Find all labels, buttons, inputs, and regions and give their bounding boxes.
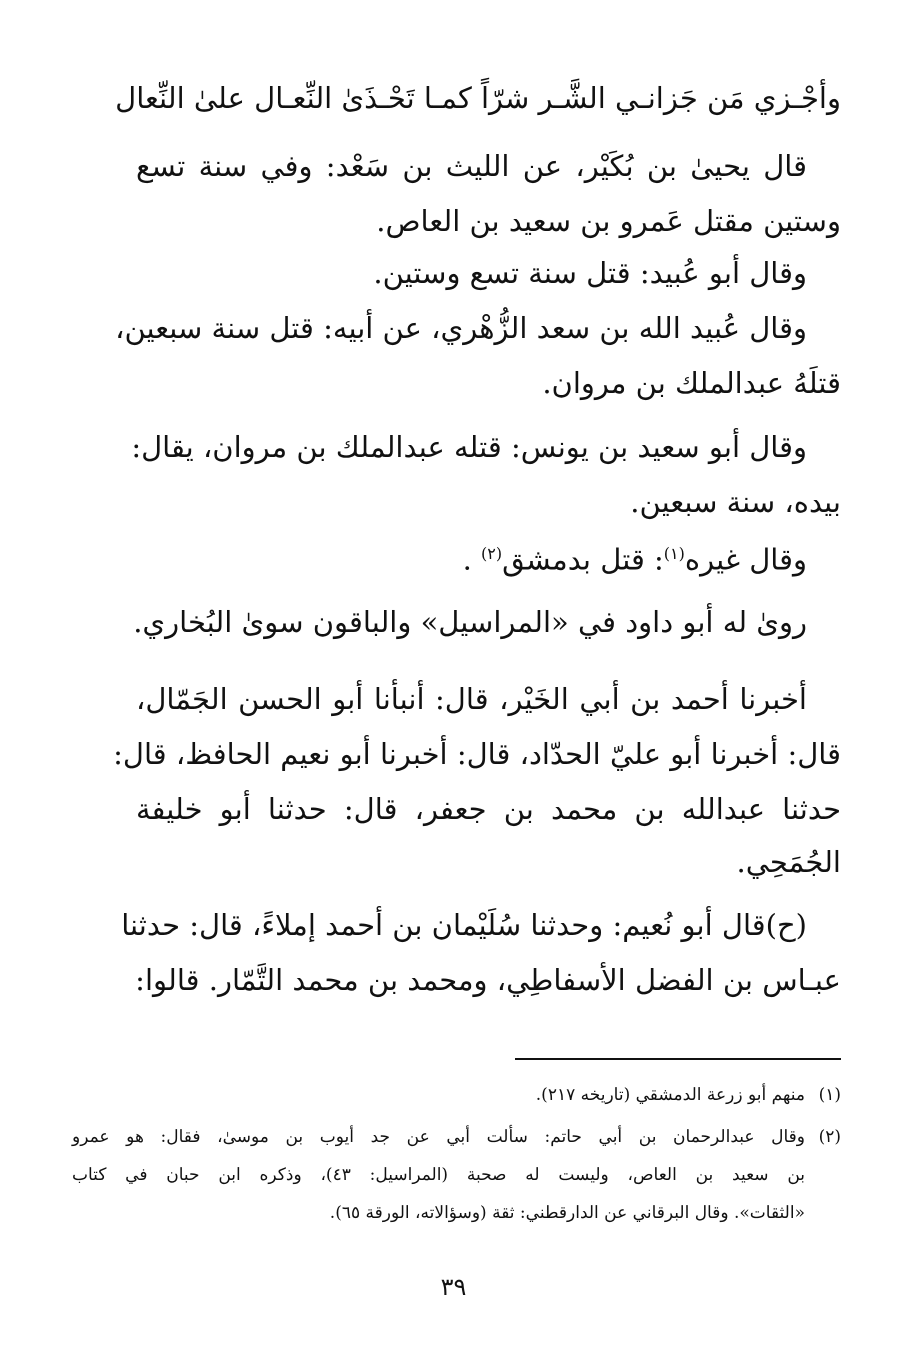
footnote-number: (٢) xyxy=(818,1127,841,1147)
text-line: وقال عُبيد الله بن سعد الزُّهْري، عن أبيه: قتل سنة سبعين، xyxy=(115,311,807,345)
text-line: قال يحيىٰ بن بُكَيْر، عن الليث بن سَعْد: وفي سنة تسع xyxy=(136,149,807,183)
text-line: عبـاس بن الفضل الأسفاطِي، ومحمد بن محمد التَّمّار. قالوا: xyxy=(135,963,841,997)
page-number: ٣٩ xyxy=(440,1273,467,1301)
text-fragment: : قتل بدمشق xyxy=(502,542,664,577)
text-line: قتلَهُ عبدالملك بن مروان. xyxy=(542,366,841,400)
footnote-marker-1: (١) xyxy=(663,544,685,563)
text-line: وقال أبو سعيد بن يونس: قتله عبدالملك بن مروان، يقال: xyxy=(131,430,807,464)
footnote-2-continued: «الثقات». وقال البرقاني عن الدارقطني: ثقة (وسؤالاته، الورقة ٦٥). xyxy=(329,1203,805,1223)
text-line: روىٰ له أبو داود في «المراسيل» والباقون سوىٰ البُخاري. xyxy=(133,605,807,639)
text-line-with-notes xyxy=(136,534,807,580)
text-line: وستين مقتل عَمرو بن سعيد بن العاص. xyxy=(376,204,841,238)
text-line: أخبرنا أحمد بن أبي الخَيْر، قال: أنبأنا أبو الحسن الجَمّال، xyxy=(136,682,807,716)
footnote-separator xyxy=(515,1058,841,1060)
footnote-text: وقال عبدالرحمان بن أبي حاتم: سألت أبي عن جد أيوب بن موسىٰ، فقال: هو عمرو xyxy=(72,1127,805,1147)
text-line: وقال أبو عُبيد: قتل سنة تسع وستين. xyxy=(373,256,807,290)
footnote-1 xyxy=(72,1082,841,1108)
text-line: قال: أخبرنا أبو عليّ الحدّاد، قال: أخبرنا أبو نعيم الحافظ، قال: xyxy=(113,737,841,771)
text-line: (ح)قال أبو نُعيم: وحدثنا سُلَيْمان بن أحمد إملاءً، قال: حدثنا xyxy=(121,908,807,942)
text-fragment: وقال غيره xyxy=(684,542,807,577)
footnote-number: (١) xyxy=(818,1085,841,1105)
verse-line: وأجْـزي مَن جَزانـي الشَّـر شرّاً كمـا تَحْـذَىٰ النِّعـال علىٰ النِّعال xyxy=(115,81,841,115)
footnote-text: منهم أبو زرعة الدمشقي (تاريخه ٢١٧). xyxy=(535,1085,805,1105)
text-line: بيده، سنة سبعين. xyxy=(630,485,841,519)
text-line: الجُمَحِي. xyxy=(736,845,841,879)
text-fragment: . xyxy=(462,542,482,577)
footnote-marker-2: (٢) xyxy=(481,544,503,563)
text-line: حدثنا عبدالله بن محمد بن جعفر، قال: حدثنا أبو خليفة xyxy=(136,792,841,826)
footnote-2 xyxy=(72,1124,841,1150)
footnote-2-continued: بن سعيد بن العاص، وليست له صحبة (المراسيل: ٤٣)، وذكره ابن حبان في كتاب xyxy=(72,1165,805,1185)
